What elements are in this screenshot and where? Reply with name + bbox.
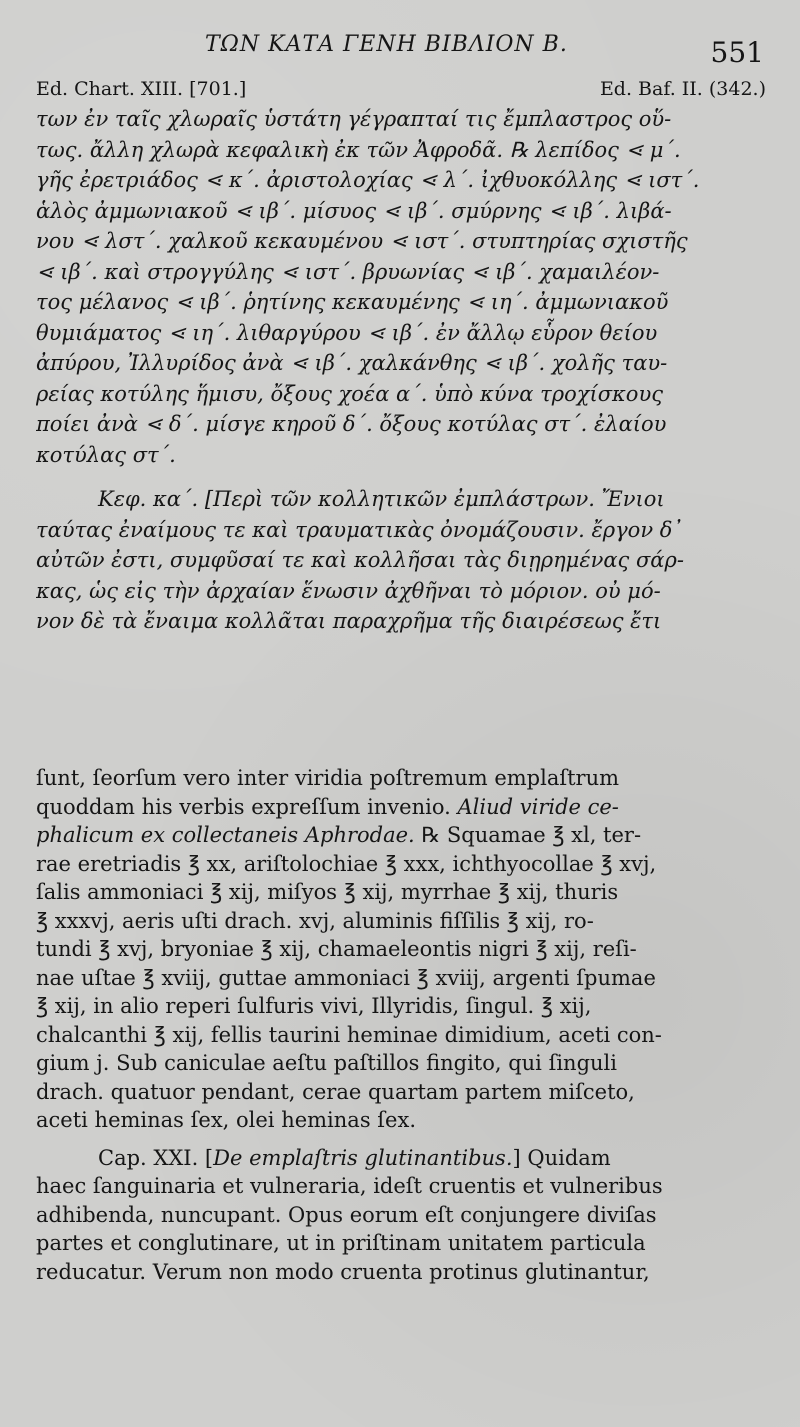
text-line: ρείας κοτύλης ἥμισυ, ὄξους χοέα α΄. ὑπὸ κύνα τροχίσκους [36, 381, 663, 406]
text-line: θυμιάματος ⋖ ιη΄. λιθαργύρου ⋖ ιβ΄. ἐν ἄλλῳ εὗρον θείου [36, 320, 658, 345]
text-line: ἁλὸς ἀμμωνιακοῦ ⋖ ιβ΄. μίσυος ⋖ ιβ΄. σμύρνης ⋖ ιβ΄. λιβά- [36, 198, 672, 223]
latin-paragraph-recipe [36, 764, 764, 1135]
text-line: τος μέλανος ⋖ ιβ΄. ῥητίνης κεκαυμένης ⋖ ιη΄. ἀμμωνιακοῦ [36, 290, 669, 314]
text-line: αὐτῶν ἐστι, συμφῦσαί τε καὶ κολλῆσαι τὰς διῃρημένας σάρ- [36, 548, 684, 572]
greek-paragraph-recipe [36, 104, 764, 470]
text-run: quoddam his verbis expreſſum invenio. [36, 794, 451, 819]
text-line: νου ⋖ λστ΄. χαλκοῦ κεκαυμένου ⋖ ιστ΄. στυπτηρίας σχιστῆς [36, 229, 688, 253]
text-line: aceti heminas ſex, olei heminas ſex. [36, 1108, 416, 1132]
text-line: νον δὲ τὰ ἔναιμα κολλᾶται παραχρῆμα τῆς διαιρέσεως ἔτι [36, 609, 662, 633]
text-line: κας, ὡς εἰς τὴν ἀρχαίαν ἕνωσιν ἀχθῆναι τὸ μόριον. οὐ μό- [36, 578, 661, 603]
text-line: reducatur. Verum non modo cruenta protinus glutinantur, [36, 1259, 650, 1284]
text-line [36, 793, 764, 822]
recipe-title: phalicum ex collectaneis Aphrodae. [36, 823, 415, 847]
text-line: tundi ℥ xvj, bryoniae ℥ xij, chamaeleontis nigri ℥ xij, reſi- [36, 937, 637, 961]
text-line: ⋖ ιβ΄. καὶ στρογγύλης ⋖ ιστ΄. βρυωνίας ⋖ ιβ΄. χαμαιλέον- [36, 259, 660, 284]
greek-paragraph-chapter [36, 484, 764, 637]
paragraph-gap [36, 470, 764, 484]
text-line: haec ſanguinaria et vulneraria, ideſt cruentis et vulneribus [36, 1174, 663, 1198]
text-line: κοτύλας στ΄. [36, 442, 176, 467]
text-line: γῆς ἐρετριάδος ⋖ κ΄. ἀριστολοχίας ⋖ λ΄. ἰχθυοκόλλης ⋖ ιστ΄. [36, 168, 700, 192]
recipe-title: Aliud viride ce- [457, 794, 619, 819]
latin-paragraph-chapter [36, 1144, 764, 1287]
greek-text [36, 104, 764, 637]
text-line: ἀπύρου, Ἰλλυρίδος ἀνὰ ⋖ ιβ΄. χαλκάνθης ⋖ ιβ΄. χολῆς ταυ- [36, 351, 668, 375]
text-line: ποίει ἀνὰ ⋖ δ΄. μίσγε κηροῦ δ΄. ὄξους κοτύλας στ΄. ἐλαίου [36, 412, 667, 436]
chapter-heading-line [36, 1144, 764, 1173]
text-line: τως. ἄλλη χλωρὰ κεφαλικὴ ἐκ τῶν Ἀφροδᾶ. ℞ λεπίδος ⋖ μ΄. [36, 137, 681, 162]
text-line: nae uſtae ℥ xviij, guttae ammoniaci ℥ xviij, argenti ſpumae [36, 965, 656, 990]
text-line: ℥ xij, in alio reperi ſulfuris vivi, Illyridis, ſingul. ℥ xij, [36, 994, 592, 1018]
edition-basel: Ed. Baf. II. (342.) [599, 78, 766, 100]
text-run: Cap. XXI. [ [98, 1145, 214, 1170]
text-line: gium j. Sub caniculae aeſtu paſtillos fingito, qui ſinguli [36, 1051, 617, 1075]
chapter-title: De emplaſtris glutinantibus. [213, 1145, 513, 1170]
text-line: ſalis ammoniaci ℥ xij, miſyos ℥ xij, myrrhae ℥ xij, thuris [36, 880, 619, 904]
running-title: ΤΩΝ ΚΑΤΑ ΓΕΝΗ ΒΙΒΛΙΟΝ Β. [205, 32, 568, 57]
text-line: ℥ xxxvj, aeris uſti drach. xvj, aluminis fiſſilis ℥ xij, ro- [36, 908, 594, 933]
paragraph-gap [36, 1135, 764, 1144]
latin-text [36, 764, 764, 1286]
text-line: ſunt, ſeorſum vero inter viridia poſtremum emplaſtrum [36, 766, 620, 790]
text-line [36, 821, 764, 850]
text-line: rae eretriadis ℥ xx, ariſtolochiae ℥ xxx, ichthyocollae ℥ xvj, [36, 851, 657, 876]
text-line: ταύτας ἐναίμους τε καὶ τραυματικὰς ὀνομάζουσιν. ἔργον δ᾽ [36, 517, 683, 542]
text-line: των ἐν ταῖς χλωραῖς ὑστάτη γέγραπταί τις ἔμπλαστρος οὕ- [36, 107, 672, 131]
edition-reference [36, 78, 766, 104]
text-line: chalcanthi ℥ xij, fellis taurini heminae dimidium, aceti con- [36, 1022, 662, 1047]
text-run: ℞ Squamae ℥ xl, ter- [421, 823, 642, 847]
page-number: 551 [710, 36, 764, 69]
text-line: drach. quatuor pendant, cerae quartam partem miſceto, [36, 1079, 635, 1104]
chapter-heading-line: Κεφ. κα΄. [Περὶ τῶν κολλητικῶν ἐμπλάστρων. Ἔνιοι [98, 487, 665, 511]
text-line: adhibenda, nuncupant. Opus eorum eſt conjungere diviſas [36, 1202, 657, 1227]
text-line: partes et conglutinare, ut in priſtinam unitatem particula [36, 1231, 646, 1255]
edition-chartier: Ed. Chart. XIII. [701.] [36, 78, 247, 100]
running-head [0, 32, 800, 69]
text-run: ] Quidam [512, 1145, 611, 1170]
